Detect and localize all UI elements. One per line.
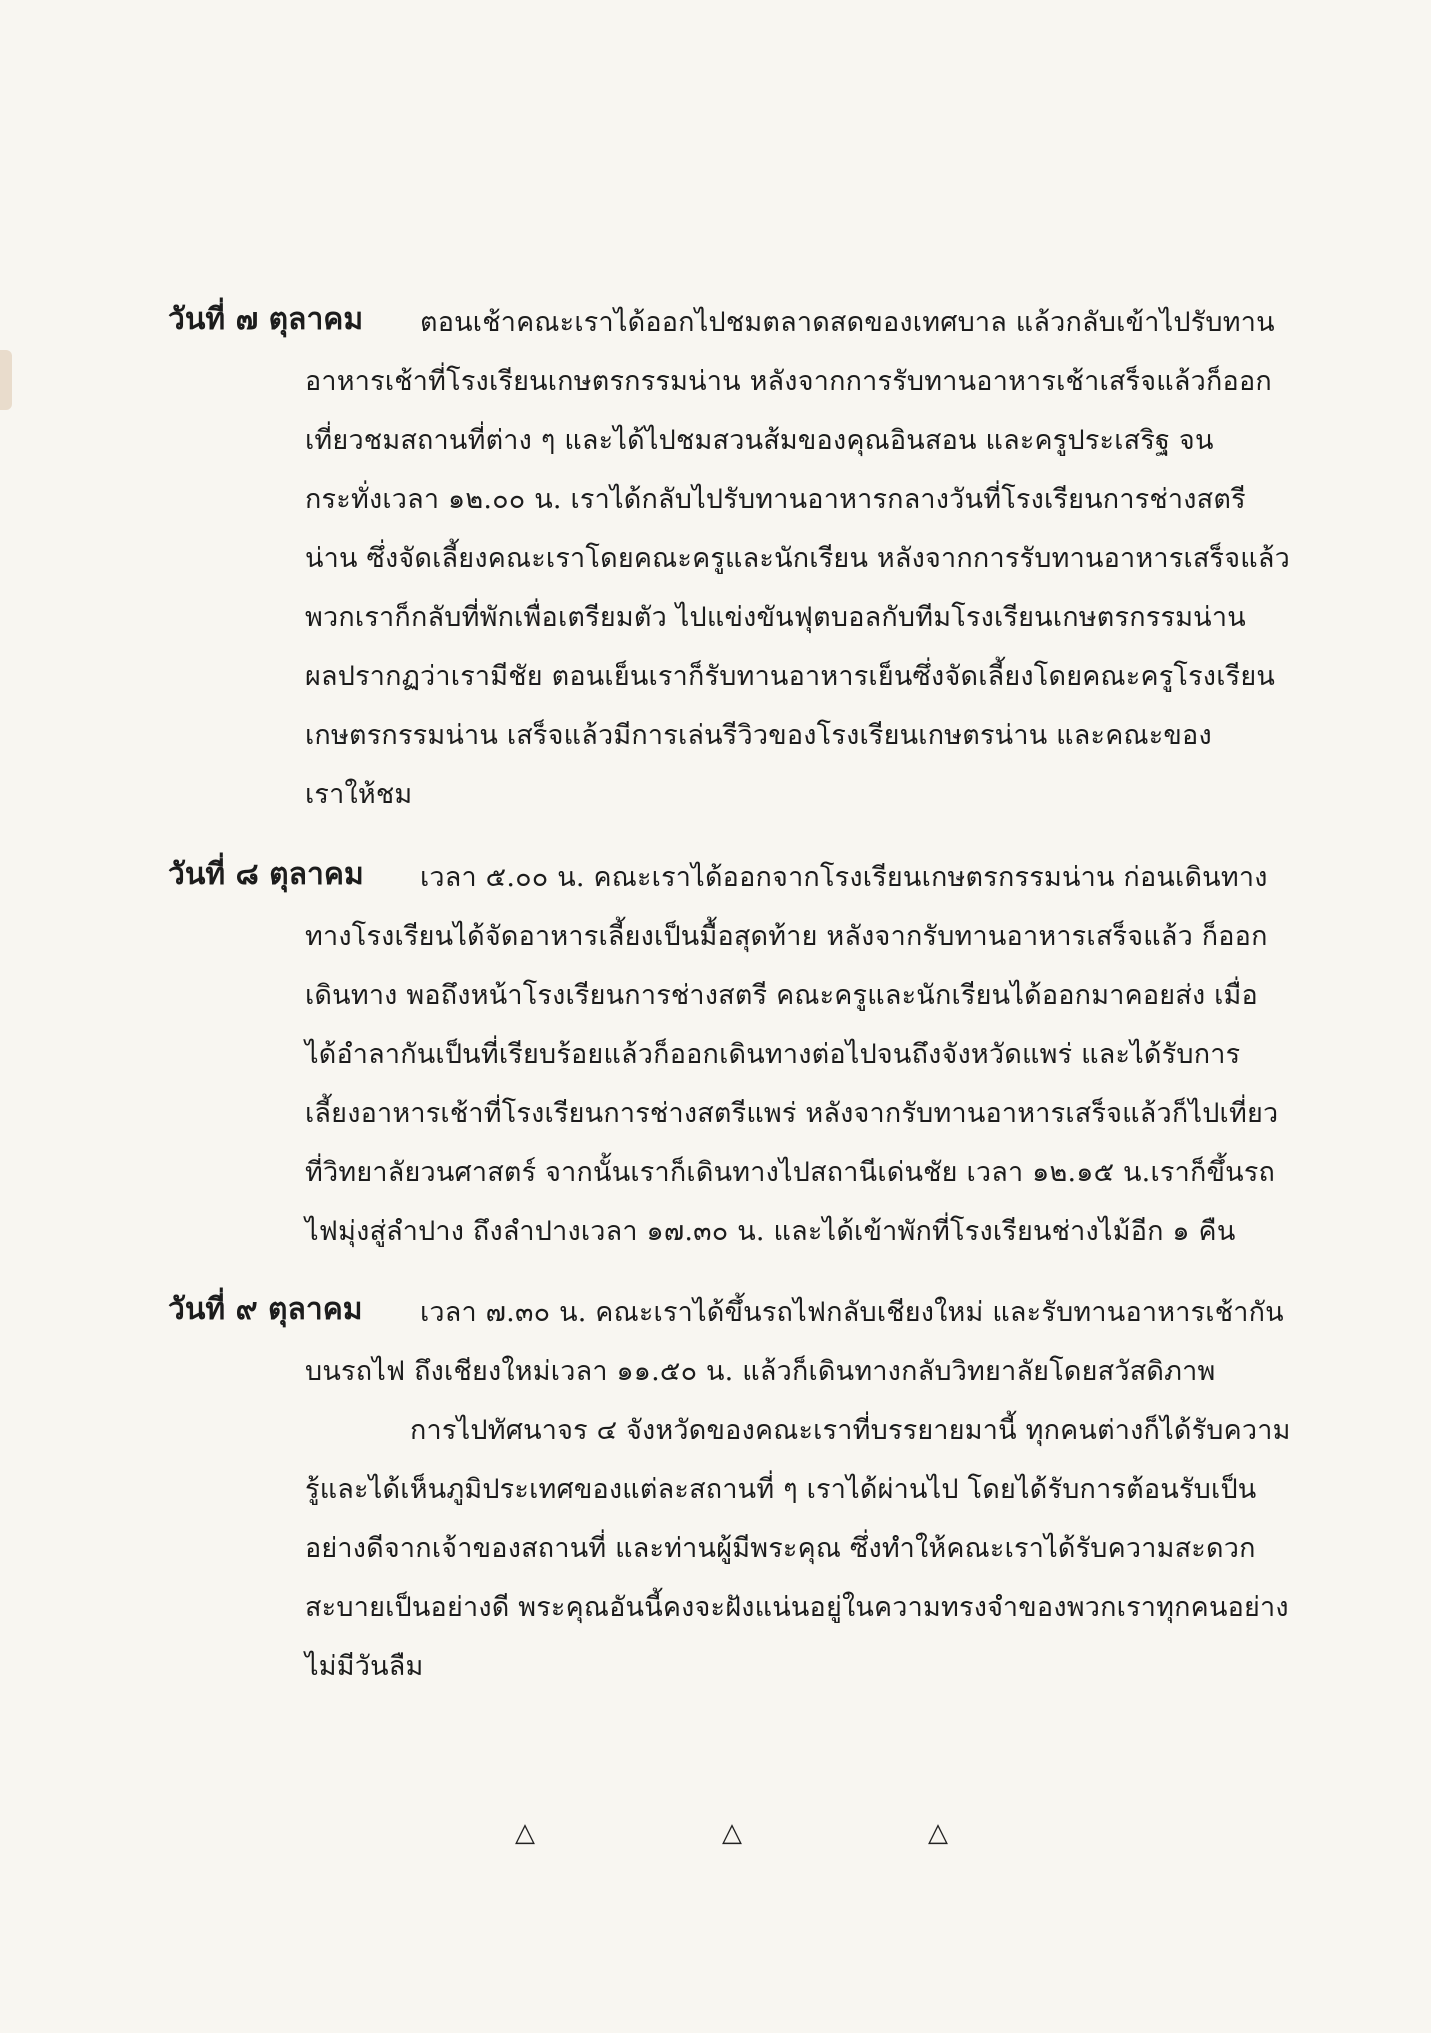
entry-text-line: เวลา ๕.๐๐ น. คณะเราได้ออกจากโรงเรียนเกษตรกรรมน่าน ก่อนเดินทาง	[420, 862, 1268, 893]
entry-text-line: น่าน ซึ่งจัดเลี้ยงคณะเราโดยคณะครูและนักเรียน หลังจากการรับทานอาหารเสร็จแล้ว	[305, 543, 1290, 574]
entry-text-line: เวลา ๗.๓๐ น. คณะเราได้ขึ้นรถไฟกลับเชียงใหม่ และรับทานอาหารเช้ากัน	[420, 1297, 1284, 1328]
closing-text-line: การไปทัศนาจร ๔ จังหวัดของคณะเราที่บรรยายมานี้ ทุกคนต่างก็ได้รับความ	[410, 1415, 1291, 1446]
entry-text-line: กระทั่งเวลา ๑๒.๐๐ น. เราได้กลับไปรับทานอาหารกลางวันที่โรงเรียนการช่างสตรี	[305, 484, 1246, 515]
entry-text-line: ได้อำลากันเป็นที่เรียบร้อยแล้วก็ออกเดินทางต่อไปจนถึงจังหวัดแพร่ และได้รับการ	[305, 1039, 1241, 1070]
entry-text-line: เราให้ชม	[305, 779, 413, 810]
entry-text-line: ไฟมุ่งสู่ลำปาง ถึงลำปางเวลา ๑๗.๓๐ น. และได้เข้าพักที่โรงเรียนช่างไม้อีก ๑ คืน	[305, 1216, 1236, 1247]
entry-date-heading: วันที่ ๙ ตุลาคม	[168, 1292, 363, 1327]
triangle-mark-icon: △	[515, 1818, 535, 1848]
closing-text-line: อย่างดีจากเจ้าของสถานที่ และท่านผู้มีพระคุณ ซึ่งทำให้คณะเราได้รับความสะดวก	[305, 1533, 1256, 1564]
entry-text-line: ตอนเช้าคณะเราได้ออกไปชมตลาดสดของเทศบาล แล้วกลับเข้าไปรับทาน	[420, 307, 1275, 338]
entry-date-heading: วันที่ ๗ ตุลาคม	[168, 302, 364, 337]
entry-date-heading: วันที่ ๘ ตุลาคม	[168, 857, 364, 892]
closing-text-line: รู้และได้เห็นภูมิประเทศของแต่ละสถานที่ ๆ เราได้ผ่านไป โดยได้รับการต้อนรับเป็น	[305, 1474, 1257, 1505]
entry-text-line: ผลปรากฏว่าเรามีชัย ตอนเย็นเราก็รับทานอาหารเย็นซึ่งจัดเลี้ยงโดยคณะครูโรงเรียน	[305, 661, 1276, 692]
entry-text-line: อาหารเช้าที่โรงเรียนเกษตรกรรมน่าน หลังจากการรับทานอาหารเช้าเสร็จแล้วก็ออก	[305, 366, 1272, 397]
entry-text-line: พวกเราก็กลับที่พักเพื่อเตรียมตัว ไปแข่งขันฟุตบอลกับทีมโรงเรียนเกษตรกรรมน่าน	[305, 602, 1246, 633]
entry-text-line: ทางโรงเรียนได้จัดอาหารเลี้ยงเป็นมื้อสุดท้าย หลังจากรับทานอาหารเสร็จแล้ว ก็ออก	[305, 921, 1268, 952]
page-edge-stain	[0, 350, 12, 410]
entry-text-line: บนรถไฟ ถึงเชียงใหม่เวลา ๑๑.๕๐ น. แล้วก็เดินทางกลับวิทยาลัยโดยสวัสดิภาพ	[305, 1356, 1216, 1387]
closing-text-line: ไม่มีวันลืม	[305, 1651, 424, 1682]
entry-text-line: เกษตรกรรมน่าน เสร็จแล้วมีการเล่นรีวิวของโรงเรียนเกษตรน่าน และคณะของ	[305, 720, 1212, 751]
entry-text-line: เลี้ยงอาหารเช้าที่โรงเรียนการช่างสตรีแพร่ หลังจากรับทานอาหารเสร็จแล้วก็ไปเที่ยว	[305, 1098, 1279, 1129]
closing-text-line: สะบายเป็นอย่างดี พระคุณอันนี้คงจะฝังแน่นอยู่ในความทรงจำของพวกเราทุกคนอย่าง	[305, 1592, 1289, 1623]
end-of-section-marks	[0, 1818, 1431, 1858]
entry-text-line: เที่ยวชมสถานที่ต่าง ๆ และได้ไปชมสวนส้มของคุณอินสอน และครูประเสริฐ จน	[305, 425, 1214, 456]
entry-text-line: ที่วิทยาลัยวนศาสตร์ จากนั้นเราก็เดินทางไปสถานีเด่นชัย เวลา ๑๒.๑๕ น.เราก็ขึ้นรถ	[305, 1157, 1276, 1188]
entry-text-line: เดินทาง พอถึงหน้าโรงเรียนการช่างสตรี คณะครูและนักเรียนได้ออกมาคอยส่ง เมื่อ	[305, 980, 1258, 1011]
triangle-mark-icon: △	[722, 1818, 742, 1848]
triangle-mark-icon: △	[928, 1818, 948, 1848]
